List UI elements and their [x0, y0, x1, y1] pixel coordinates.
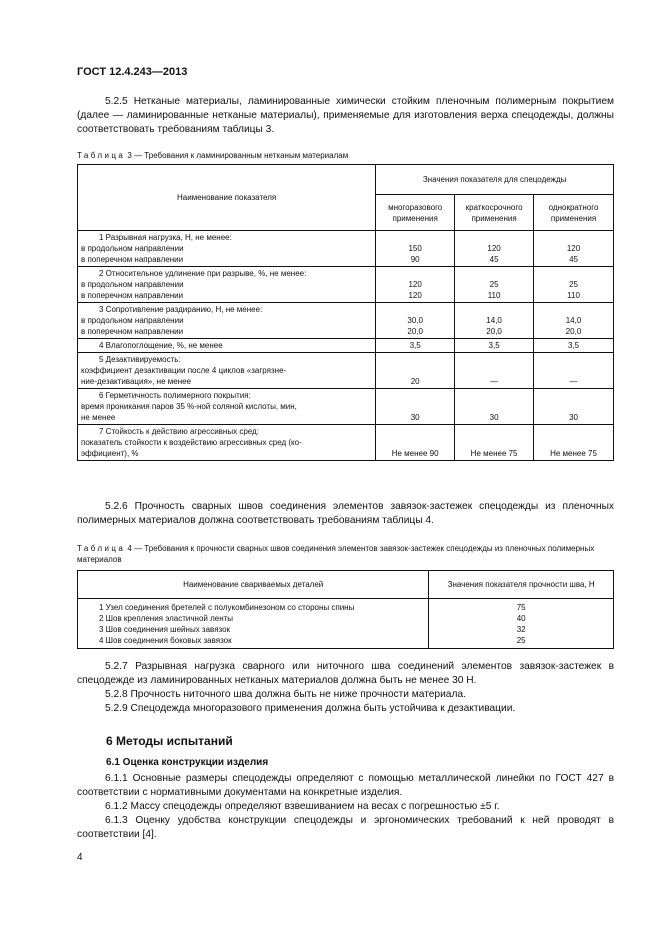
table4-row-name: 2 Шов крепления эластичной ленты [78, 613, 429, 624]
table3-value-v1 [376, 231, 455, 267]
paragraphs-5-2-7-to-5-2-9 [77, 660, 614, 716]
table3-value-v3 [534, 353, 614, 389]
table3-value-v2 [455, 339, 534, 353]
table3-value: 120 [487, 244, 501, 253]
table3-row-line: 5 Дезактивируемость: [99, 355, 181, 364]
table3-value: 3,5 [409, 341, 421, 350]
table3-value: 14,0 [565, 316, 582, 325]
table3-row-name [78, 231, 376, 267]
table3-row-line: коэффициент дезактивации после 4 циклов «загрязне- [81, 366, 287, 375]
table3-value-v2 [455, 231, 534, 267]
table3-row-line: в продольном направлении [81, 244, 184, 253]
table3-value: — [569, 377, 578, 386]
table3-value: 3,5 [567, 341, 580, 350]
caption-word: Таблица [77, 151, 126, 160]
table3-row-line: в продольном направлении [81, 280, 184, 289]
table3-row [78, 231, 614, 267]
table3-row-line: эффициент), % [81, 449, 139, 458]
table3-row [78, 389, 614, 425]
table3-value: 20,0 [486, 327, 502, 336]
page-header: ГОСТ 12.4.243—2013 [77, 66, 188, 78]
table3-row-line: в продольном направлении [81, 316, 184, 325]
table4-row [78, 613, 614, 624]
table3-row [78, 303, 614, 339]
table3-row-line: 2 Относительное удлинение при разрыве, %, не менее: [99, 269, 307, 278]
table3-value-v2 [455, 303, 534, 339]
table3-value: 110 [487, 291, 501, 300]
section-heading-6: 6 Методы испытаний [106, 734, 233, 748]
table3-row-line: показатель стойкости к воздействию агрессивных сред (ко- [81, 438, 302, 447]
table3-col-2: краткосрочного применения [455, 195, 534, 231]
table3-value: 3,5 [488, 341, 500, 350]
table3-value-v1 [376, 389, 455, 425]
subsection-heading-6-1: 6.1 Оценка конструкции изделия [106, 757, 269, 768]
table3-value: 90 [410, 255, 420, 264]
table3-value: Не менее 75 [470, 449, 518, 458]
table3-value: 25 [569, 280, 578, 289]
table3-row-name [78, 267, 376, 303]
paragraph-5-2-5 [77, 95, 614, 137]
table3-value: 30,0 [407, 316, 423, 325]
table4-col-value: Значения показателя прочности шва, Н [429, 571, 614, 599]
caption-text: 3 — Требования к ламинированным нетканым материалам [127, 151, 349, 160]
table4-caption [77, 543, 614, 565]
table3-value: — [490, 377, 499, 386]
table3-value: 150 [408, 244, 422, 253]
table3-value: 30 [569, 413, 578, 422]
table3-value-v3 [534, 389, 614, 425]
paragraph-5-2-8: 5.2.8 Прочность ниточного шва должна быть не ниже прочности материала. [105, 689, 466, 700]
table3-value-v1 [376, 339, 455, 353]
table3-value-v1 [376, 425, 455, 461]
table3-row-line: в поперечном направлении [81, 255, 184, 264]
table4-row-value: 75 [429, 599, 614, 614]
table4-row-name: 3 Шов соединения шейных завязок [78, 624, 429, 635]
table3-value-v3 [534, 231, 614, 267]
table3-value-v2 [455, 389, 534, 425]
table3-value: 45 [569, 255, 578, 264]
table3-value-v1 [376, 353, 455, 389]
table3-row-name [78, 425, 376, 461]
table4-row [78, 624, 614, 635]
table3-caption [77, 150, 614, 161]
caption-text: 4 — Требования к прочности сварных швов соединения элементов завязок-застежек спецодежды из пленочных полимерных материалов [77, 544, 595, 564]
table3-value: 14,0 [486, 316, 502, 325]
table3-value-v2 [455, 353, 534, 389]
table3-row [78, 339, 614, 353]
table3-row-line: 4 Влагопоглощение, %, не менее [99, 341, 223, 350]
table3-value: 30 [410, 413, 420, 422]
paragraph-text: 5.2.5 Нетканые материалы, ламинированные химически стойким пленочным полимерным покрытием (далее — ламинированные нетканые материалы), применяемые для изготовления верха спецодежды, должны соответствовать требованиям таблицы 3. [77, 96, 614, 135]
table3-value-v2 [455, 267, 534, 303]
page-number: 4 [77, 852, 83, 863]
paragraph-6-1-1: 6.1.1 Основные размеры спецодежды определяют с помощью металлической линейки по ГОСТ 427 в соответствии с нормативными документами на конкретные изделия. [77, 773, 614, 798]
table3-value-v1 [376, 267, 455, 303]
table3-row-name [78, 353, 376, 389]
table4-row [78, 599, 614, 614]
table-3 [77, 164, 614, 461]
table3-value: Не менее 75 [550, 449, 597, 458]
table4-col-name: Наименование свариваемых деталей [78, 571, 429, 599]
table3-row-name [78, 339, 376, 353]
paragraph-5-2-7: 5.2.7 Разрывная нагрузка сварного или ниточного шва соединений элементов завязок-застежек в спецодежде из ламинированных нетканых материалов должна быть не менее 30 Н. [77, 661, 614, 686]
table3-value-v2 [455, 425, 534, 461]
table3-row-name [78, 389, 376, 425]
paragraph-text: 5.2.6 Прочность сварных швов соединения элементов завязок-застежек спецодежды из пленочных полимерных материалов должна соответствовать требованиям таблицы 4. [77, 501, 614, 526]
table3-value-v3 [534, 425, 614, 461]
table3-value: 20,0 [565, 327, 582, 336]
table3-value: 120 [408, 280, 422, 289]
caption-word: Таблица [77, 544, 126, 553]
table3-row-line: время проникания паров 35 %-ной соляной кислоты, мин, [81, 402, 297, 411]
table3-value-v1 [376, 303, 455, 339]
paragraph-5-2-6 [77, 500, 614, 528]
table3-value: 120 [566, 244, 581, 253]
table3-row-line: 7 Стойкость к действию агрессивных сред: [99, 427, 259, 436]
paragraph-6-1-3: 6.1.3 Оценку удобства конструкции спецодежды и эргономических требований к ней проводят в соответствии [4]. [77, 815, 614, 840]
table3-row-line: в поперечном направлении [81, 291, 184, 300]
table3-value-v3 [534, 303, 614, 339]
table4-row-name: 4 Шов соединения боковых завязок [78, 635, 429, 649]
table3-col-1: многоразового применения [376, 195, 455, 231]
table3-row-line: ние-дезактивация», не менее [81, 377, 192, 386]
table3-row-line: 6 Герметичность полимерного покрытия: [99, 391, 251, 400]
table3-value: 20 [410, 377, 420, 386]
table3-value-v3 [534, 339, 614, 353]
paragraph-6-1-2: 6.1.2 Массу спецодежды определяют взвешиванием на весах с погрешностью ±5 г. [105, 801, 500, 812]
table-4 [77, 570, 614, 649]
table4-row-value: 32 [429, 624, 614, 635]
table4-row-value: 40 [429, 613, 614, 624]
table3-value: 25 [489, 280, 499, 289]
table3-col-3: однократного применения [534, 195, 614, 231]
table4-row [78, 635, 614, 649]
table3-row-line: 1 Разрывная нагрузка, Н, не менее: [99, 233, 232, 242]
table3-value: 45 [489, 255, 499, 264]
table3-row [78, 267, 614, 303]
table3-row-line: 3 Сопротивление раздиранию, Н, не менее: [99, 305, 263, 314]
paragraph-5-2-9: 5.2.9 Спецодежда многоразового применения должна быть устойчива к дезактивации. [105, 703, 516, 714]
table3-value: 110 [567, 291, 580, 300]
table3-col-group: Значения показателя для спецодежды [376, 165, 614, 195]
table3-value: Не менее 90 [391, 449, 439, 458]
table3-value: 120 [408, 291, 422, 300]
table3-row-line: не менее [81, 413, 116, 422]
table3-value-v3 [534, 267, 614, 303]
table4-row-name: 1 Узел соединения бретелей с полукомбинезоном со стороны спины [78, 599, 429, 614]
table3-row-line: в поперечном направлении [81, 327, 184, 336]
table3-row [78, 353, 614, 389]
table3-row [78, 425, 614, 461]
table3-row-name [78, 303, 376, 339]
table3-value: 30 [489, 413, 499, 422]
table3-col-name: Наименование показателя [78, 165, 376, 231]
table3-value: 20,0 [407, 327, 423, 336]
paragraphs-6-1 [77, 772, 614, 842]
table4-row-value: 25 [429, 635, 614, 649]
